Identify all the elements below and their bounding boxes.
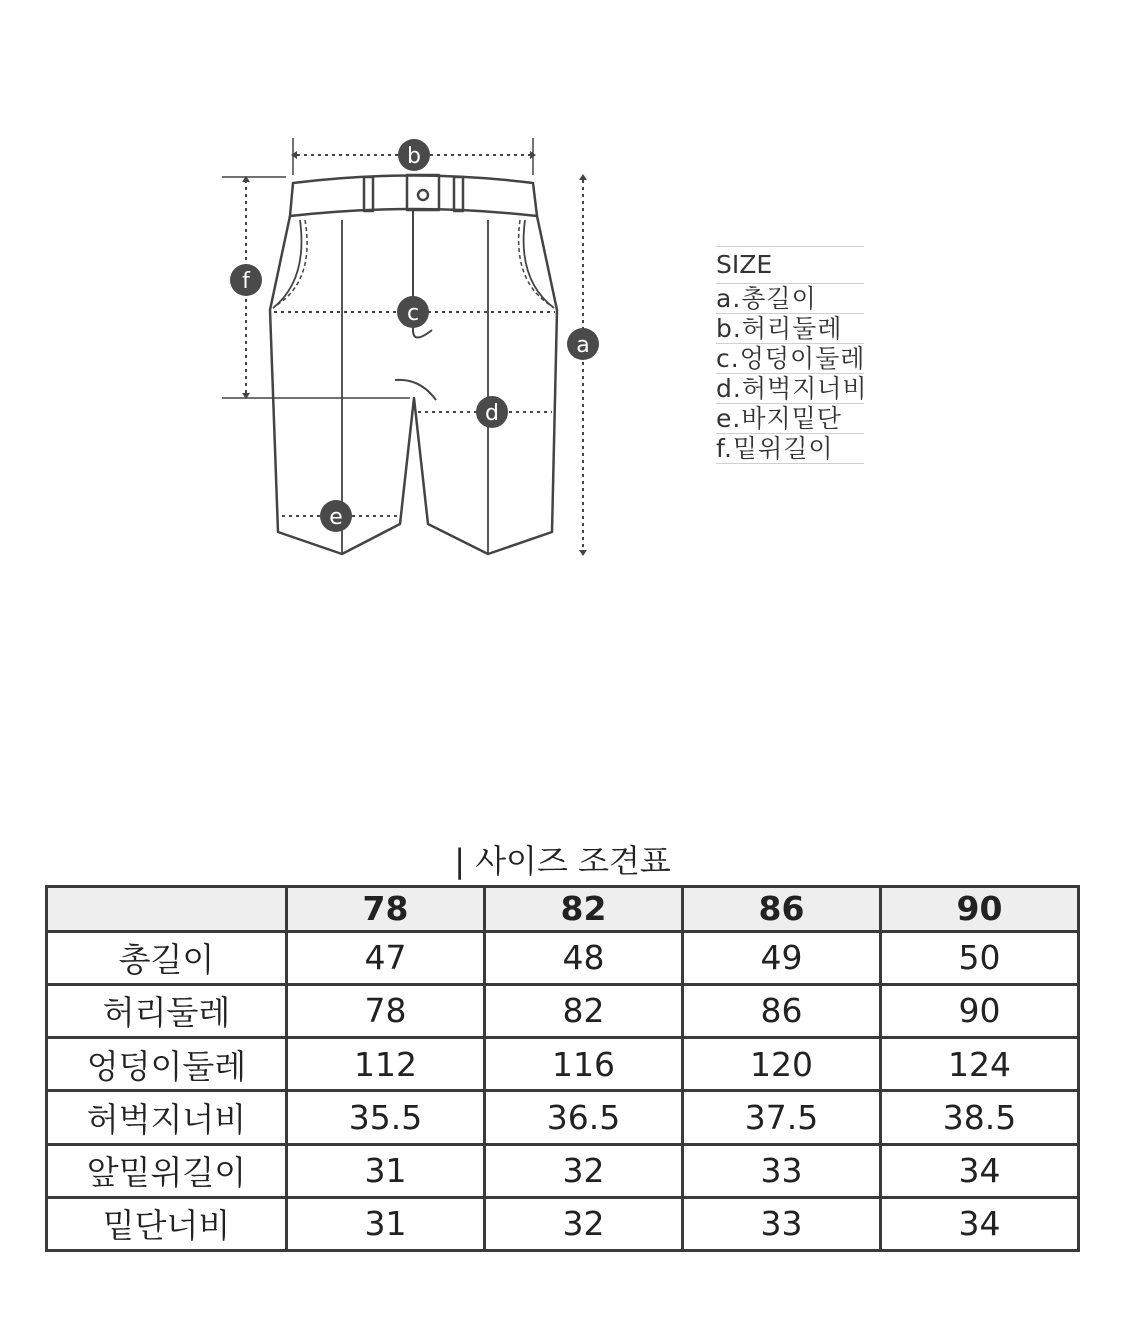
- table-cell: 48: [485, 931, 683, 984]
- table-cell: 90: [881, 984, 1079, 1037]
- size-header: 86: [683, 887, 881, 932]
- table-header-row: [47, 887, 1079, 932]
- table-cell: 31: [287, 1197, 485, 1250]
- size-header: 90: [881, 887, 1079, 932]
- marker-a: [567, 328, 599, 360]
- row-label: 밑단너비: [47, 1197, 287, 1250]
- waist-tab: [407, 175, 439, 210]
- table-cell: 36.5: [485, 1091, 683, 1144]
- table-cell: 50: [881, 931, 1079, 984]
- svg-text:e: e: [329, 505, 343, 530]
- table-cell: 86: [683, 984, 881, 1037]
- table-cell: 49: [683, 931, 881, 984]
- table-cell: 82: [485, 984, 683, 1037]
- legend-item-b: b.허리둘레: [716, 313, 864, 343]
- legend-item-c: c.엉덩이둘레: [716, 344, 866, 373]
- table-cell: 32: [485, 1197, 683, 1250]
- legend-item-a: a.총길이: [716, 283, 864, 313]
- marker-b: [398, 139, 430, 171]
- crotch-line: [395, 380, 436, 400]
- svg-text:f: f: [242, 269, 250, 294]
- belt-loop-left: [364, 177, 373, 211]
- marker-c: [397, 296, 429, 328]
- table-row: [47, 1038, 1079, 1091]
- table-row: [47, 1091, 1079, 1144]
- legend-title: SIZE: [716, 246, 864, 283]
- marker-e: [320, 500, 352, 532]
- table-cell: 33: [683, 1197, 881, 1250]
- table-cell: 116: [485, 1038, 683, 1091]
- table-row: [47, 984, 1079, 1037]
- pocket-left: [277, 220, 307, 305]
- size-legend: [716, 246, 868, 464]
- table-cell: 112: [287, 1038, 485, 1091]
- size-table: [45, 885, 1080, 1252]
- legend-item-f: f.밑위길이: [716, 433, 864, 464]
- size-header: 82: [485, 887, 683, 932]
- row-label: 허벅지너비: [47, 1091, 287, 1144]
- table-row: [47, 1144, 1079, 1197]
- waist-button: [418, 190, 428, 200]
- shorts-measurement-diagram: [0, 0, 1125, 620]
- table-cell: 120: [683, 1038, 881, 1091]
- belt-loop-right: [454, 177, 463, 211]
- table-cell: 35.5: [287, 1091, 485, 1144]
- size-header: 78: [287, 887, 485, 932]
- table-cell: 37.5: [683, 1091, 881, 1144]
- table-cell: 32: [485, 1144, 683, 1197]
- table-cell: 78: [287, 984, 485, 1037]
- legend-item-d: d.허벅지너비: [716, 374, 868, 403]
- table-cell: 33: [683, 1144, 881, 1197]
- svg-text:d: d: [485, 401, 499, 426]
- table-cell: 47: [287, 931, 485, 984]
- row-label: 엉덩이둘레: [47, 1038, 287, 1091]
- table-corner-cell: [47, 887, 287, 932]
- marker-f: [230, 264, 262, 296]
- table-cell: 124: [881, 1038, 1079, 1091]
- table-cell: 38.5: [881, 1091, 1079, 1144]
- svg-text:c: c: [406, 301, 420, 326]
- table-cell: 34: [881, 1197, 1079, 1250]
- table-cell: 34: [881, 1144, 1079, 1197]
- row-label: 허리둘레: [47, 984, 287, 1037]
- size-table-title: | 사이즈 조견표: [454, 842, 671, 880]
- marker-d: [476, 396, 508, 428]
- row-label: 앞밑위길이: [47, 1144, 287, 1197]
- legend-item-e: e.바지밑단: [716, 403, 864, 433]
- svg-text:b: b: [407, 144, 421, 169]
- table-row: [47, 931, 1079, 984]
- row-label: 총길이: [47, 931, 287, 984]
- table-cell: 31: [287, 1144, 485, 1197]
- table-row: [47, 1197, 1079, 1250]
- svg-text:a: a: [576, 333, 590, 358]
